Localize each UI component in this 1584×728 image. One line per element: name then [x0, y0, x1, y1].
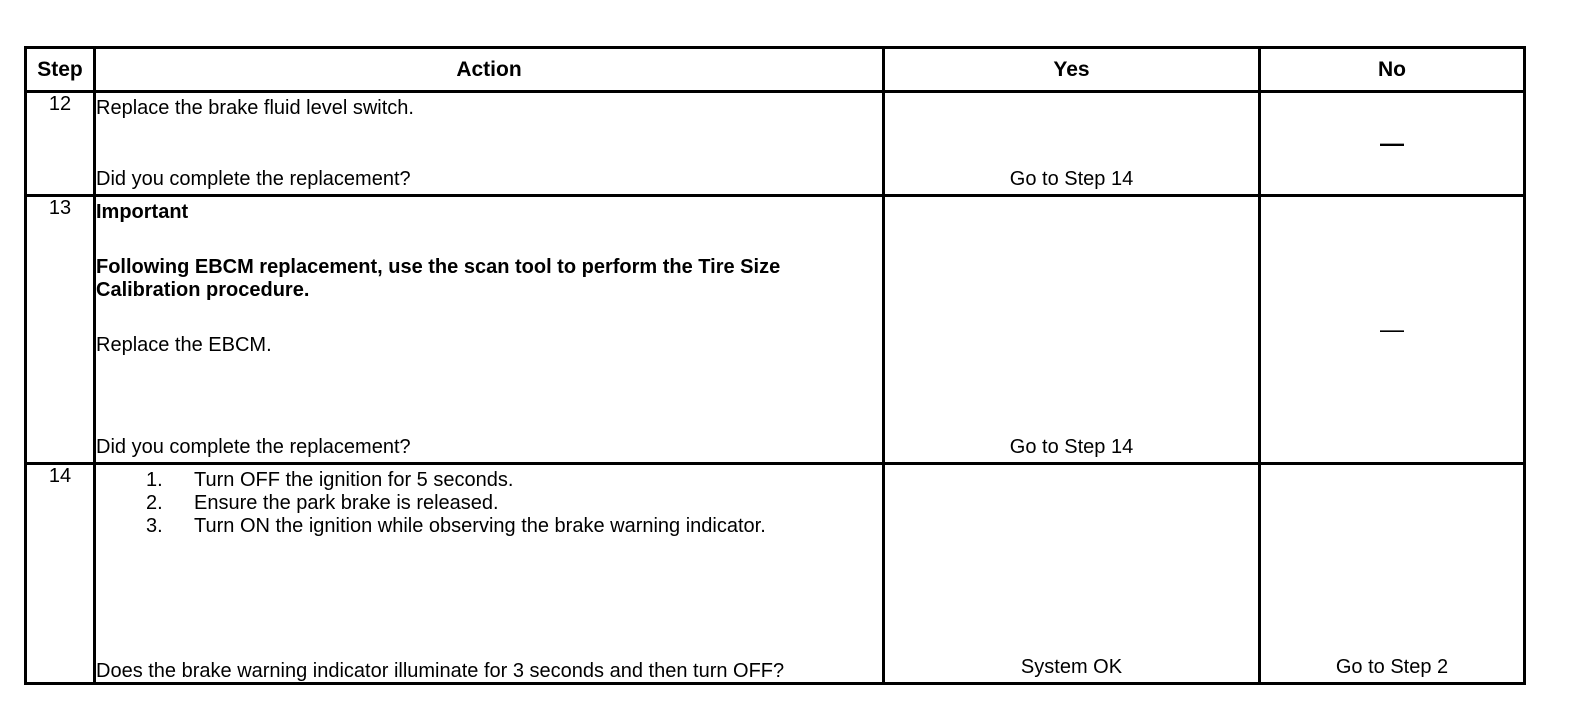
list-item — [96, 492, 882, 515]
procedure-list — [96, 469, 882, 538]
yes-result: Go to Step 14 — [1009, 436, 1134, 458]
list-text: Turn OFF the ignition for 5 seconds. — [194, 469, 514, 491]
yes-cell — [884, 196, 1260, 464]
list-text: Ensure the park brake is released. — [194, 492, 499, 514]
yes-cell — [884, 464, 1260, 684]
list-number: 2. — [146, 492, 163, 514]
header-step: Step — [26, 48, 95, 92]
header-no: No — [1260, 48, 1525, 92]
list-item — [96, 469, 882, 492]
action-cell — [95, 464, 884, 684]
no-cell — [1260, 196, 1525, 464]
yes-cell — [884, 92, 1260, 196]
diagnostic-table — [24, 46, 1526, 685]
important-label: Important — [96, 201, 189, 223]
action-question: Did you complete the replacement? — [96, 436, 411, 458]
header-action: Action — [95, 48, 884, 92]
list-item — [96, 515, 882, 538]
list-number: 1. — [146, 469, 163, 491]
action-question: Does the brake warning indicator illuminate for 3 seconds and then turn OFF? — [96, 660, 785, 682]
table-row — [26, 464, 1525, 684]
header-row — [26, 48, 1525, 92]
header-yes: Yes — [884, 48, 1260, 92]
yes-result: Go to Step 14 — [1009, 168, 1134, 190]
table-row — [26, 92, 1525, 196]
action-text: Replace the EBCM. — [96, 334, 272, 356]
step-number: 13 — [26, 196, 95, 464]
no-result: Go to Step 2 — [1335, 656, 1449, 678]
list-number: 3. — [146, 515, 163, 537]
action-cell — [95, 92, 884, 196]
action-cell — [95, 196, 884, 464]
step-number: 14 — [26, 464, 95, 684]
step-number: 12 — [26, 92, 95, 196]
no-result: — — [1380, 130, 1404, 157]
yes-result: System OK — [1020, 656, 1123, 678]
list-text: Turn ON the ignition while observing the brake warning indicator. — [194, 515, 766, 537]
action-question: Did you complete the replacement? — [96, 168, 411, 190]
no-cell — [1260, 464, 1525, 684]
no-result: — — [1380, 316, 1404, 343]
table-row — [26, 196, 1525, 464]
important-text: Following EBCM replacement, use the scan tool to perform the Tire Size Calibration procedure. — [96, 256, 781, 301]
no-cell — [1260, 92, 1525, 196]
action-text: Replace the brake fluid level switch. — [96, 97, 414, 119]
